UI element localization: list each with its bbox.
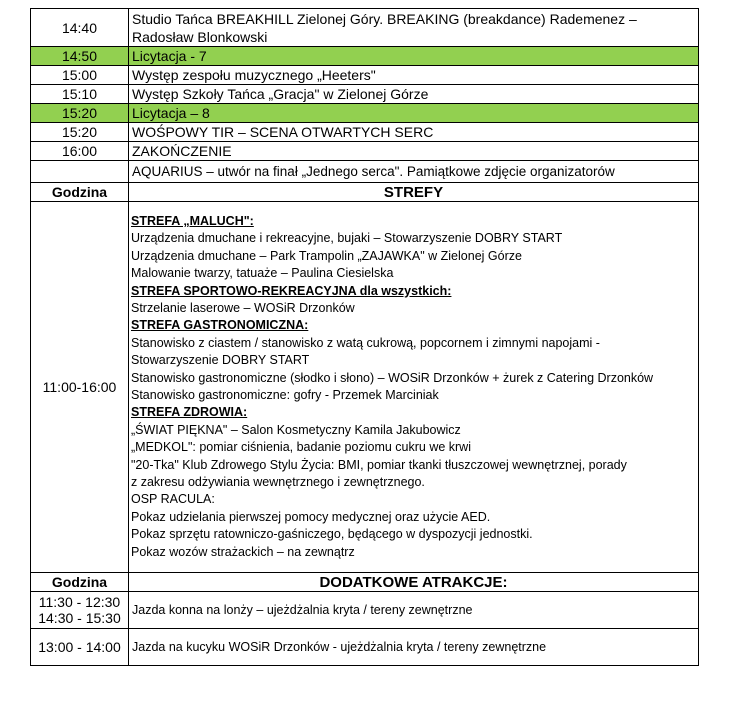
zone-heading: STREFA „MALUCH": bbox=[131, 213, 254, 228]
program-description: Występ zespołu muzycznego „Heeters" bbox=[129, 66, 699, 85]
zones-col-time: Godzina bbox=[31, 183, 129, 202]
zone-item: OSP RACULA: bbox=[131, 492, 215, 507]
zone-item: Malowanie twarzy, tatuaże – Paulina Ciesielska bbox=[131, 266, 394, 281]
zone-item: „ŚWIAT PIĘKNA" – Salon Kosmetyczny Kamila Jakubowicz bbox=[131, 422, 461, 437]
zone-heading: STREFA SPORTOWO-REKREACYJNA dla wszystkich: bbox=[131, 283, 452, 298]
program-row bbox=[31, 161, 699, 183]
zones-header-row bbox=[31, 183, 699, 202]
program-row bbox=[31, 85, 699, 104]
program-description: Występ Szkoły Tańca „Gracja" w Zielonej Górze bbox=[129, 85, 699, 104]
zone-item: „MEDKOL": pomiar ciśnienia, badanie poziomu cukru we krwi bbox=[131, 440, 471, 455]
program-description: Licytacja - 7 bbox=[129, 47, 699, 66]
zones-col-title: STREFY bbox=[129, 183, 699, 202]
program-description: Licytacja – 8 bbox=[129, 104, 699, 123]
program-row bbox=[31, 104, 699, 123]
extra-time bbox=[31, 592, 129, 629]
program-time: 14:40 bbox=[31, 9, 129, 47]
zones-time: 11:00-16:00 bbox=[31, 202, 129, 573]
program-description: ZAKOŃCZENIE bbox=[129, 142, 699, 161]
zone-item: Stowarzyszenie DOBRY START bbox=[131, 353, 310, 368]
program-row bbox=[31, 47, 699, 66]
extra-time-line: 14:30 - 15:30 bbox=[38, 610, 121, 626]
schedule-table bbox=[30, 8, 699, 666]
program-row bbox=[31, 9, 699, 47]
program-row bbox=[31, 123, 699, 142]
program-time bbox=[31, 161, 129, 183]
extra-col-title: DODATKOWE ATRAKCJE: bbox=[129, 573, 699, 592]
zone-item: Stanowisko z ciastem / stanowisko z watą cukrową, popcornem i zimnymi napojami - bbox=[131, 335, 600, 350]
extra-description: Jazda na kucyku WOSiR Drzonków - ujeżdżalnia kryta / tereny zewnętrzne bbox=[129, 629, 699, 666]
program-time: 15:00 bbox=[31, 66, 129, 85]
extra-time bbox=[31, 629, 129, 666]
zone-item: Pokaz udzielania pierwszej pomocy medycznej oraz użycie AED. bbox=[131, 509, 491, 524]
extra-header-row bbox=[31, 573, 699, 592]
extra-row bbox=[31, 629, 699, 666]
zone-item: Pokaz wozów strażackich – na zewnątrz bbox=[131, 544, 355, 559]
extra-description: Jazda konna na lonży – ujeżdżalnia kryta / tereny zewnętrzne bbox=[129, 592, 699, 629]
program-row bbox=[31, 142, 699, 161]
zones-list bbox=[129, 202, 699, 573]
zone-heading: STREFA ZDROWIA: bbox=[131, 405, 248, 420]
zone-item: Urządzenia dmuchane i rekreacyjne, bujaki – Stowarzyszenie DOBRY START bbox=[131, 231, 563, 246]
zone-item: "20-Tka" Klub Zdrowego Stylu Życia: BMI, pomiar tkanki tłuszczowej wewnętrznej, porady bbox=[131, 457, 627, 472]
zone-item: Urządzenia dmuchane – Park Trampolin „ZAJAWKA" w Zielonej Górze bbox=[131, 248, 522, 263]
extra-time-line: 13:00 - 14:00 bbox=[38, 638, 121, 655]
program-description: AQUARIUS – utwór na finał „Jednego serca". Pamiątkowe zdjęcie organizatorów bbox=[129, 161, 699, 183]
zone-item: z zakresu odżywiania wewnętrznego i zewnętrznego. bbox=[131, 475, 425, 490]
extra-row bbox=[31, 592, 699, 629]
program-row bbox=[31, 66, 699, 85]
zone-item: Stanowisko gastronomiczne: gofry - Przemek Marciniak bbox=[131, 388, 439, 402]
program-time: 15:20 bbox=[31, 104, 129, 123]
zones-row bbox=[31, 202, 699, 573]
program-description: WOŚPOWY TIR – SCENA OTWARTYCH SERC bbox=[129, 123, 699, 142]
zone-heading: STREFA GASTRONOMICZNA: bbox=[131, 318, 309, 333]
program-description: Studio Tańca BREAKHILL Zielonej Góry. BREAKING (breakdance) Rademenez – Radosław Blonkowski bbox=[129, 9, 699, 47]
program-time: 16:00 bbox=[31, 142, 129, 161]
zone-item: Pokaz sprzętu ratowniczo-gaśniczego, będącego w dyspozycji jednostki. bbox=[131, 527, 533, 542]
program-time: 15:10 bbox=[31, 85, 129, 104]
zone-item: Strzelanie laserowe – WOSiR Drzonków bbox=[131, 300, 355, 315]
program-time: 14:50 bbox=[31, 47, 129, 66]
zone-item: Stanowisko gastronomiczne (słodko i słono) – WOSiR Drzonków + żurek z Catering Drzonków bbox=[131, 370, 654, 385]
extra-col-time: Godzina bbox=[31, 573, 129, 592]
extra-time-line: 11:30 - 12:30 bbox=[38, 593, 121, 610]
program-time: 15:20 bbox=[31, 123, 129, 142]
